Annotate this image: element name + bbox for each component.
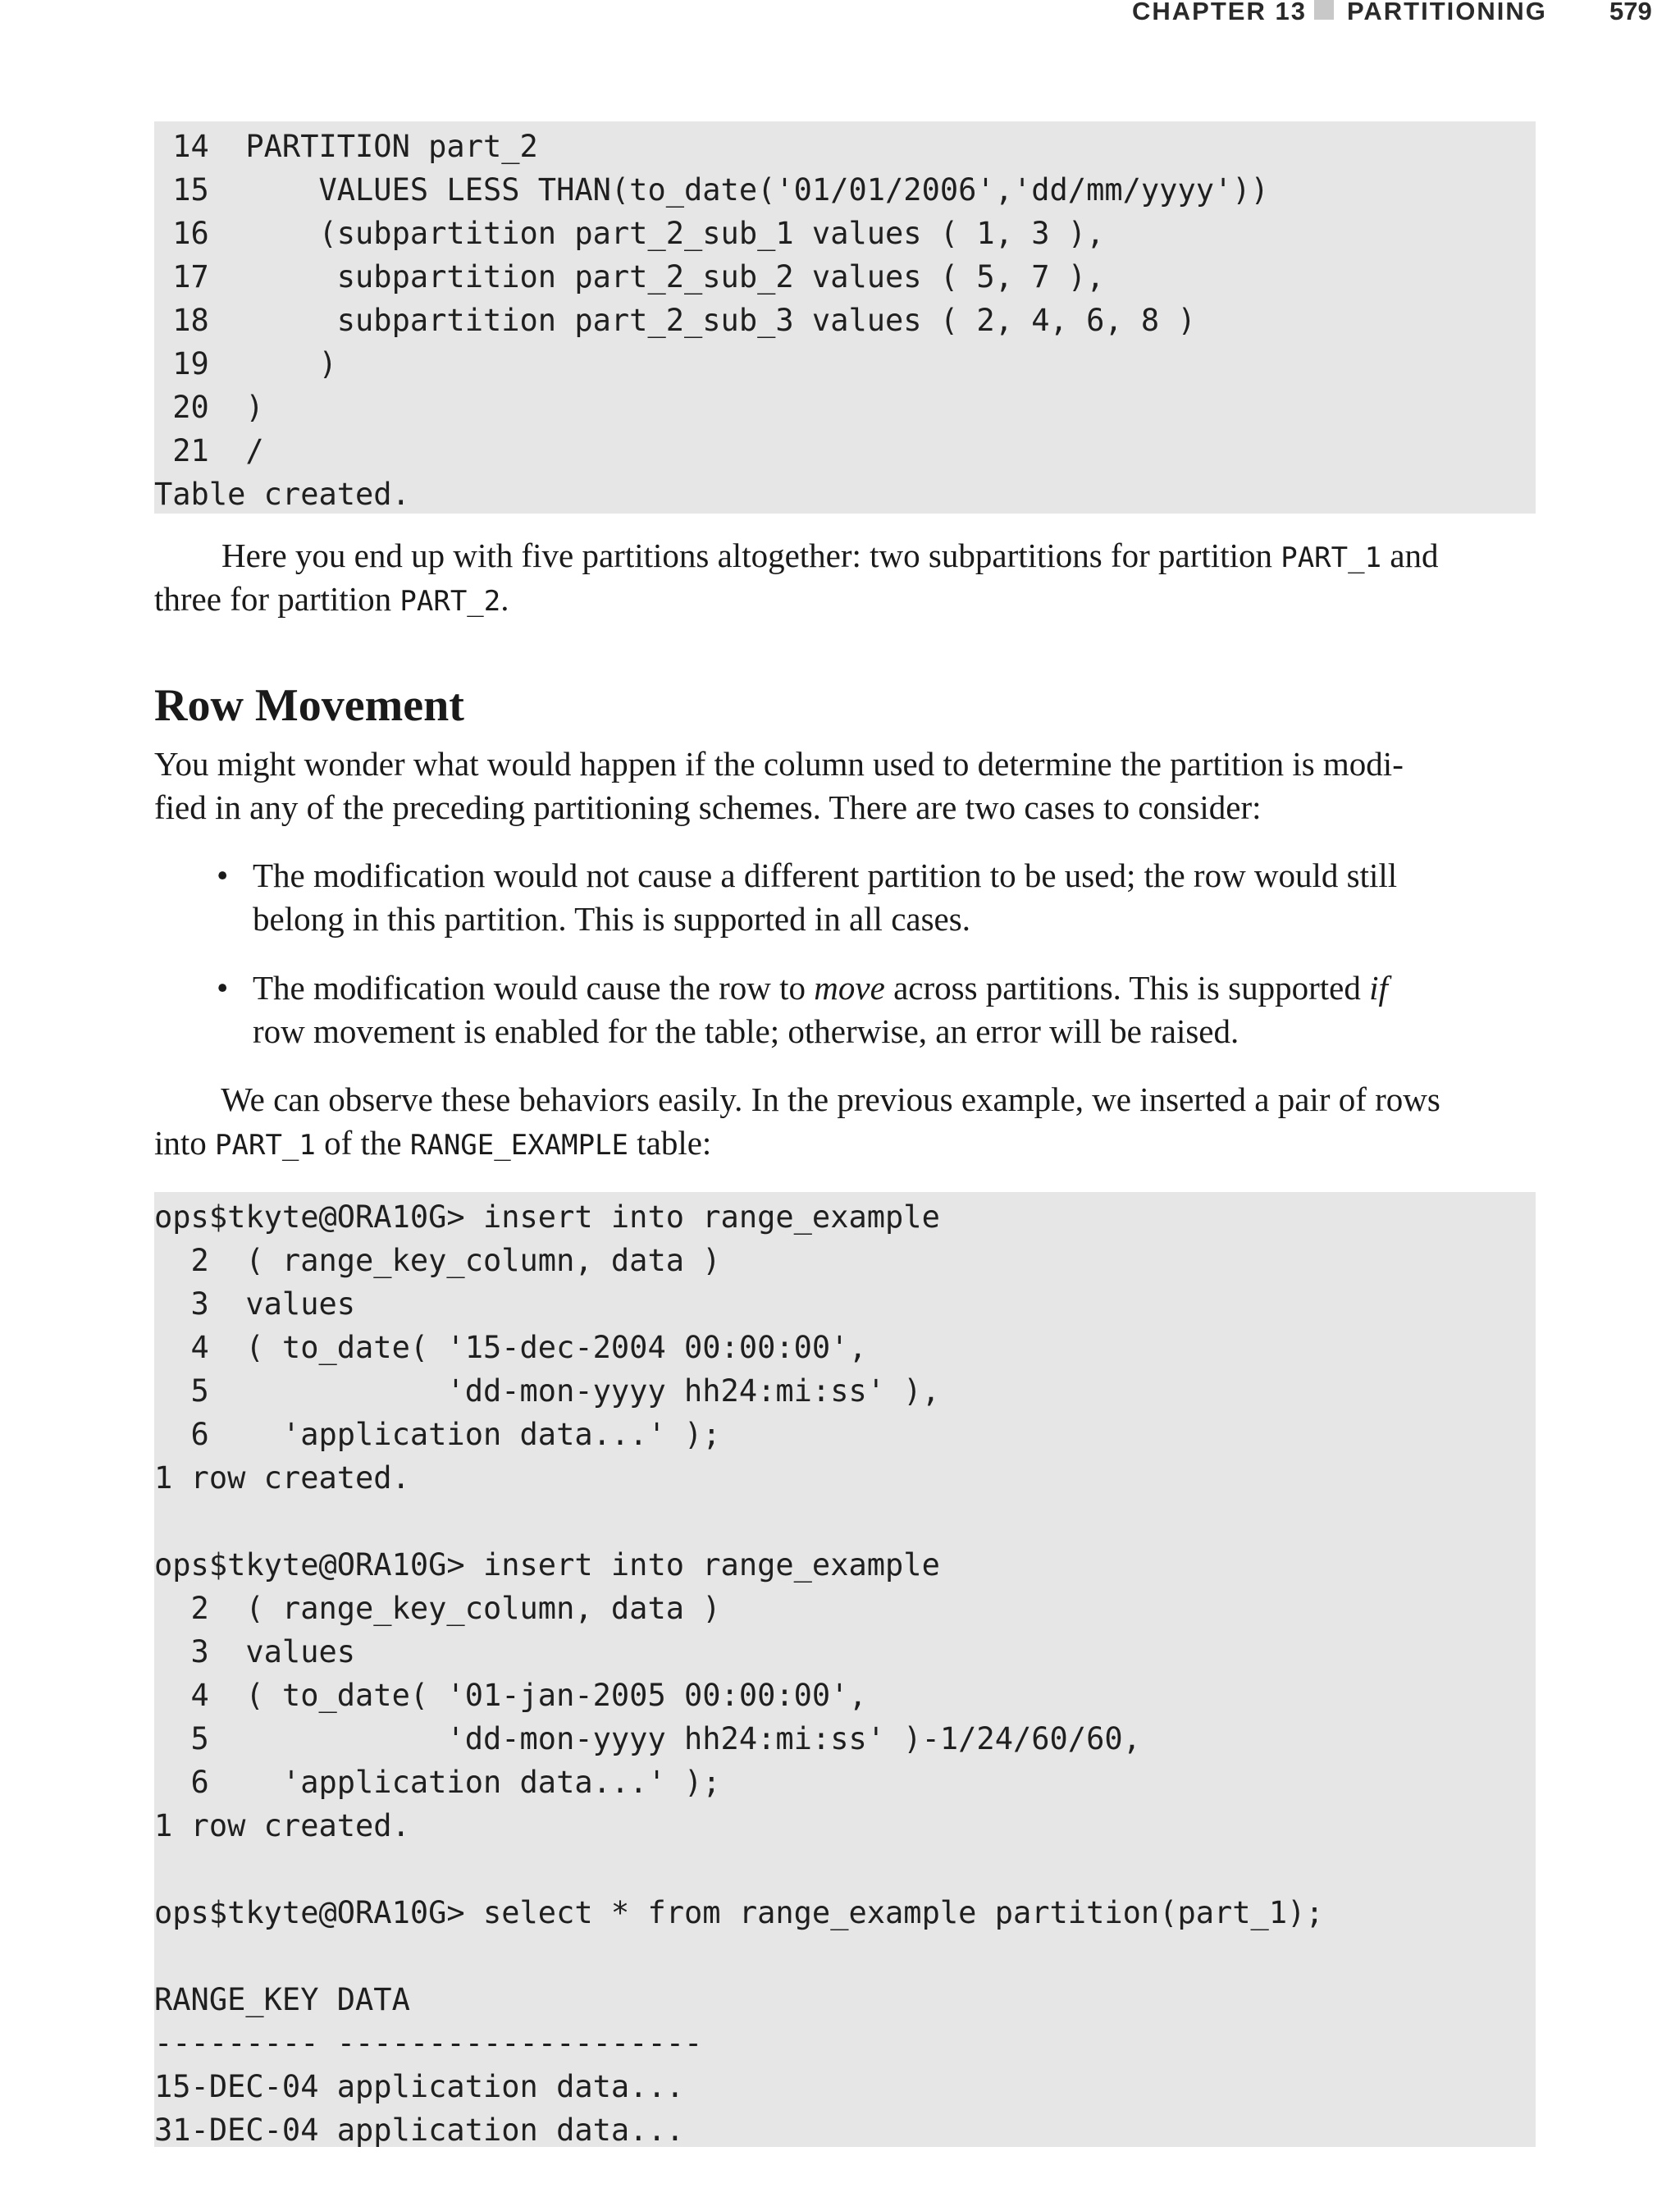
paragraph-intro bbox=[154, 742, 1536, 829]
code-line bbox=[154, 1934, 1536, 1978]
code-line: 20 ) bbox=[154, 390, 264, 425]
code-line: 5 'dd-mon-yyyy hh24:mi:ss' )-1/24/60/60, bbox=[154, 1721, 1141, 1756]
code-line: 16 (subpartition part_2_sub_1 values ( 1, 3 ), bbox=[154, 216, 1105, 251]
text-line: row movement is enabled for the table; otherwise, an error will be raised. bbox=[253, 1012, 1239, 1050]
code-line: 17 subpartition part_2_sub_2 values ( 5, 7 ), bbox=[154, 259, 1105, 295]
code-listing-insert bbox=[154, 1192, 1536, 2147]
code-line: 4 ( to_date( '01-jan-2005 00:00:00', bbox=[154, 1678, 867, 1713]
emphasis: if bbox=[1369, 969, 1388, 1007]
separator-square-icon bbox=[1314, 0, 1334, 20]
code-line: 4 ( to_date( '15-dec-2004 00:00:00', bbox=[154, 1330, 867, 1365]
code-line: 1 row created. bbox=[154, 1460, 410, 1496]
chapter-label: CHAPTER 13 bbox=[1132, 0, 1307, 25]
paragraph-observe bbox=[154, 1078, 1536, 1165]
code-line: ops$tkyte@ORA10G> insert into range_example bbox=[154, 1547, 940, 1583]
inline-code: PART_1 bbox=[1281, 541, 1382, 574]
code-line: 6 'application data...' ); bbox=[154, 1765, 721, 1800]
text-line: into PART_1 of the RANGE_EXAMPLE table: bbox=[154, 1124, 712, 1162]
code-line: 3 values bbox=[154, 1286, 356, 1322]
code-line: 19 ) bbox=[154, 346, 337, 381]
code-line: 15 VALUES LESS THAN(to_date('01/01/2006','dd/mm/yyyy')) bbox=[154, 172, 1269, 208]
code-line bbox=[154, 1500, 1536, 1543]
code-line: --------- -------------------- bbox=[154, 2026, 703, 2061]
code-line: Table created. bbox=[154, 477, 410, 512]
code-line: RANGE_KEY DATA bbox=[154, 1982, 410, 2017]
inline-code: RANGE_EXAMPLE bbox=[409, 1129, 628, 1162]
text-line: You might wonder what would happen if the column used to determine the partition is modi- bbox=[154, 745, 1404, 783]
code-line: ops$tkyte@ORA10G> insert into range_example bbox=[154, 1199, 940, 1235]
text-line: The modification would not cause a different partition to be used; the row would still bbox=[253, 856, 1398, 894]
code-line: 5 'dd-mon-yyyy hh24:mi:ss' ), bbox=[154, 1373, 940, 1409]
code-line: 31-DEC-04 application data... bbox=[154, 2112, 685, 2148]
text-line: belong in this partition. This is supported in all cases. bbox=[253, 900, 970, 938]
text-line: The modification would cause the row to move across partitions. This is supported if bbox=[253, 969, 1388, 1007]
text-line: fied in any of the preceding partitioning schemes. There are two cases to consider: bbox=[154, 788, 1262, 826]
text-line: Here you end up with five partitions altogether: two subpartitions for partition PART_1 and bbox=[154, 537, 1439, 574]
code-line: 14 PARTITION part_2 bbox=[154, 129, 538, 164]
inline-code: PART_2 bbox=[399, 585, 501, 618]
inline-code: PART_1 bbox=[215, 1129, 316, 1162]
text-line: three for partition PART_2. bbox=[154, 580, 509, 618]
bullet-icon: • bbox=[217, 856, 229, 894]
code-line: 2 ( range_key_column, data ) bbox=[154, 1243, 721, 1278]
code-line: 21 / bbox=[154, 433, 264, 468]
section-label: PARTITIONING bbox=[1347, 0, 1547, 25]
emphasis: move bbox=[814, 969, 885, 1007]
code-line: 3 values bbox=[154, 1634, 356, 1669]
running-head bbox=[1132, 0, 1657, 28]
code-line: 15-DEC-04 application data... bbox=[154, 2069, 685, 2104]
paragraph-five-partitions bbox=[154, 534, 1536, 621]
code-listing-partition bbox=[154, 121, 1536, 514]
code-line: ops$tkyte@ORA10G> select * from range_example partition(part_1); bbox=[154, 1895, 1324, 1930]
code-line: 2 ( range_key_column, data ) bbox=[154, 1591, 721, 1626]
bullet-icon: • bbox=[217, 969, 229, 1007]
text-line: We can observe these behaviors easily. In the previous example, we inserted a pair of rows bbox=[154, 1080, 1440, 1118]
code-line: 1 row created. bbox=[154, 1808, 410, 1843]
code-line: 18 subpartition part_2_sub_3 values ( 2, 4, 6, 8 ) bbox=[154, 303, 1196, 338]
section-heading: Row Movement bbox=[154, 680, 464, 731]
code-line: 6 'application data...' ); bbox=[154, 1417, 721, 1452]
page-number: 579 bbox=[1609, 0, 1652, 25]
code-line bbox=[154, 1848, 1536, 1891]
